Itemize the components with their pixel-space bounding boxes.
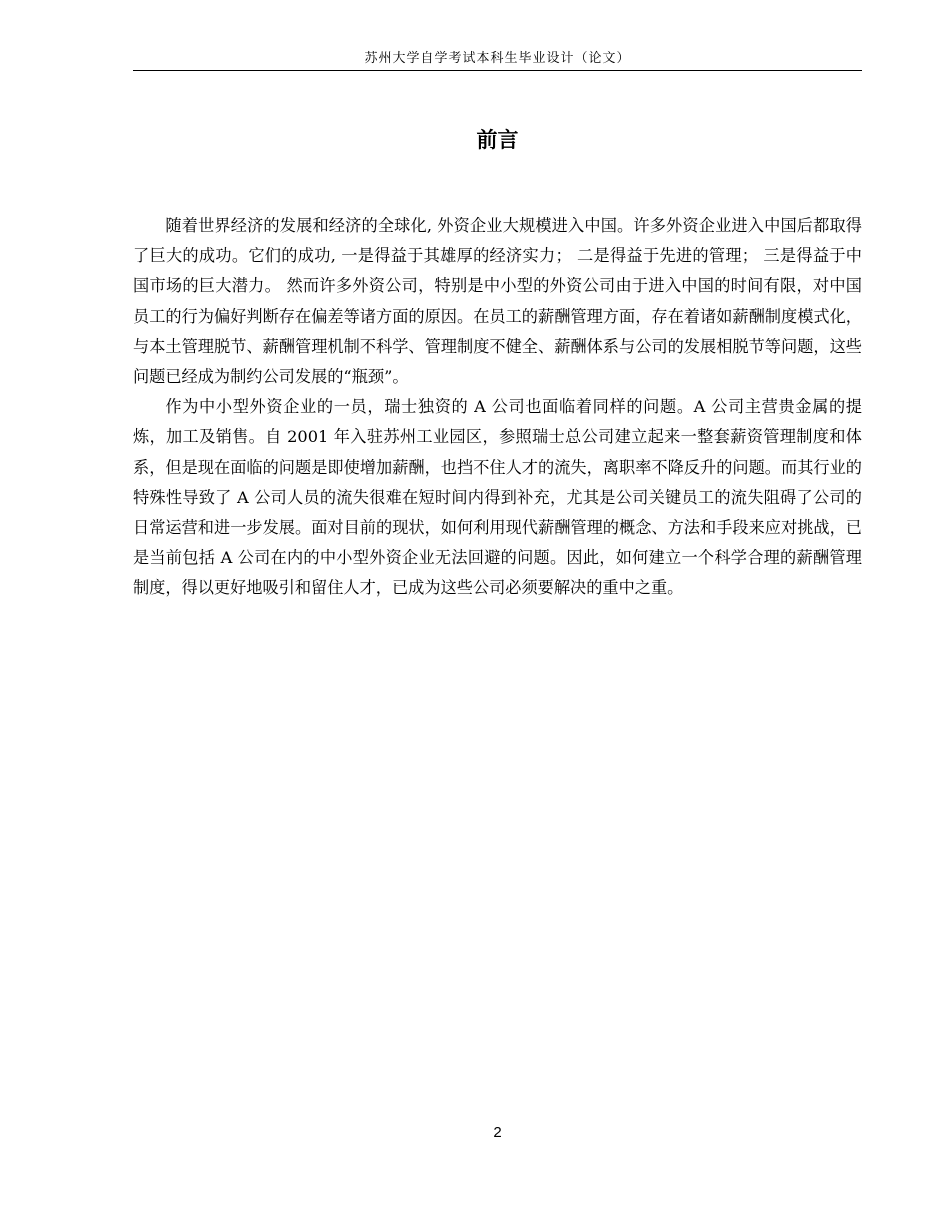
paragraph-2: 作为中小型外资企业的一员，瑞士独资的 A 公司也面临着同样的问题。A 公司主营贵金属的提炼，加工及销售。自 2001 年入驻苏州工业园区，参照瑞士总公司建立起来一整套薪资管理制度和体系，但是现在面临的问题是即使增加薪酬，也挡不住人才的流失，离职率不降反升的问题。而其行业的特殊性导致了 A 公司人员的流失很难在短时间内得到补充，尤其是公司关键员工的流失阻碍了公司的日常运营和进一步发展。面对目前的现状，如何利用现代薪酬管理的概念、方法和手段来应对挑战，已是当前包括 A 公司在内的中小型外资企业无法回避的问题。因此，如何建立一个科学合理的薪酬管理制度，得以更好地吸引和留住人才，已成为这些公司必须要解决的重中之重。 [133, 397, 862, 598]
page-number: 2 [493, 1124, 502, 1141]
section-title: 前言 [476, 127, 519, 152]
running-header: 苏州大学自学考试本科生毕业设计（论文） [364, 51, 631, 66]
header-divider [133, 70, 862, 71]
paragraph-1: 随着世界经济的发展和经济的全球化, 外资企业大规模进入中国。许多外资企业进入中国后都取得了巨大的成功。它们的成功, 一是得益于其雄厚的经济实力； 二是得益于先进的管理； 三是得益于中国市场的巨大潜力。 然而许多外资公司，特别是中小型的外资公司由于进入中国的时间有限，对中国员工的行为偏好判断存在偏差等诸方面的原因。在员工的薪酬管理方面，存在着诸如薪酬制度模式化，与本土管理脱节、薪酬管理机制不科学、管理制度不健全、薪酬体系与公司的发展相脱节等问题，这些问题已经成为制约公司发展的“瓶颈”。 [133, 216, 862, 387]
body-text [133, 211, 862, 604]
